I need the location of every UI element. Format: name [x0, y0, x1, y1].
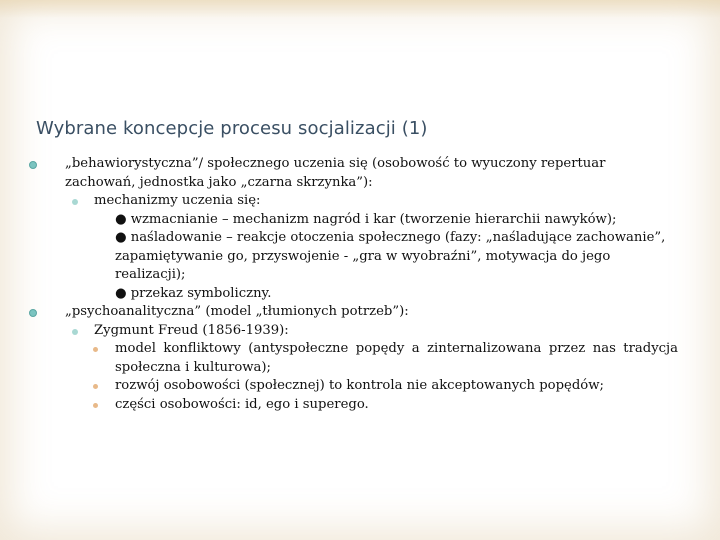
bullet-behavioral [28, 155, 678, 192]
sub-item-text: ● naśladowanie – reakcje otoczenia społecznego (fazy: „naśladujące zachowanie”, zapamiętywanie go, przyswojenie - „gra w wyobraźni”, motywacja do jego realizacji); [115, 230, 666, 282]
bullet-text: „psychoanalityczna” (model „tłumionych potrzeb”): [65, 304, 409, 319]
bullet-text: części osobowości: id, ego i superego. [115, 396, 369, 412]
bullet-icon [93, 384, 98, 389]
bullet-psychoanalytic [28, 303, 678, 322]
top-decor-band [0, 0, 720, 18]
bullet-icon [29, 309, 37, 317]
slide-title: Wybrane koncepcje procesu socjalizacji (1) [36, 118, 428, 139]
bullet-icon [93, 403, 98, 408]
bullet-text: Zygmunt Freud (1856-1939): [94, 322, 289, 338]
sub-item-text: ● przekaz symboliczny. [115, 285, 272, 301]
sub-item-text: ● wzmacnianie – mechanizm nagród i kar (tworzenie hierarchii nawyków); [115, 211, 617, 227]
sub-item-symbolic [28, 285, 678, 304]
sub-item-reinforcement [28, 211, 678, 230]
bullet-personality-development [28, 377, 678, 396]
bullet-conflict-model [28, 340, 678, 377]
bullet-icon [72, 199, 78, 205]
slide-content [28, 155, 678, 414]
bullet-freud [28, 322, 678, 341]
bullet-icon [29, 161, 37, 169]
bullet-icon [93, 347, 98, 352]
bullet-text: rozwój osobowości (społecznej) to kontrola nie akceptowanych popędów; [115, 378, 604, 393]
bullet-text: mechanizmy uczenia się: [94, 193, 261, 208]
bullet-text: model konfliktowy (antyspołeczne popędy a zinternalizowana przez nas tradycja społeczna i kulturowa); [115, 341, 678, 375]
bullet-personality-parts [28, 396, 678, 415]
bullet-learning-mechanisms [28, 192, 678, 211]
bullet-text: „behawiorystyczna”/ społecznego uczenia się (osobowość to wyuczony repertuar zachowań, jednostka jako „czarna skrzynka”): [65, 156, 606, 190]
bullet-icon [72, 329, 78, 335]
sub-item-imitation [28, 229, 678, 285]
